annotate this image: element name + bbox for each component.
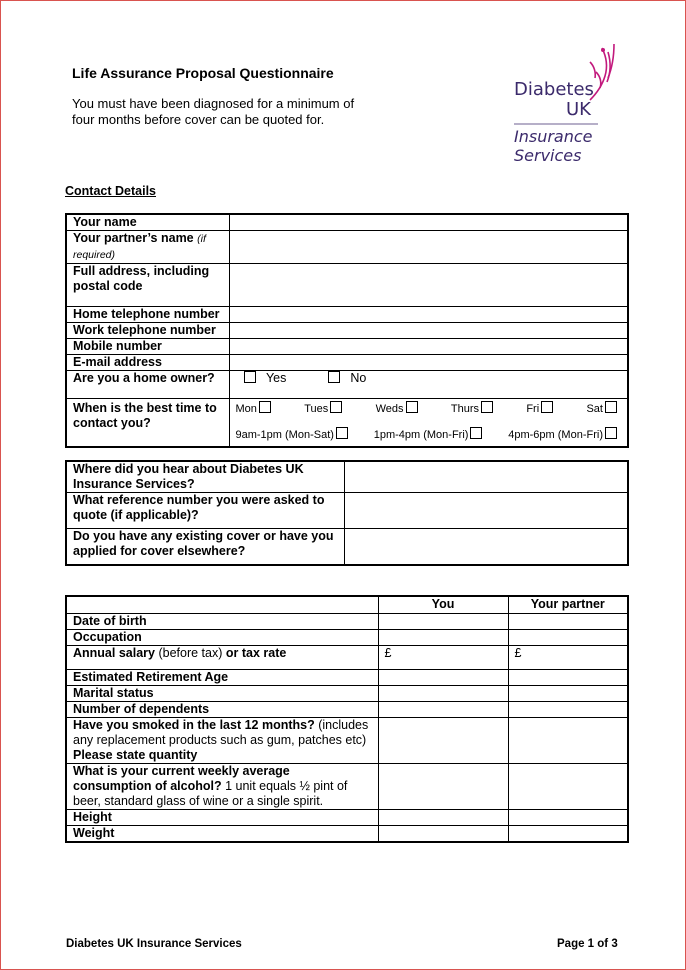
weight-label: Weight	[66, 825, 378, 842]
time-options	[236, 427, 622, 443]
alcohol-partner-field[interactable]	[508, 763, 628, 809]
table-row	[66, 264, 628, 307]
intro-line-1: You must have been diagnosed for a minimum of	[72, 96, 355, 111]
document-title: Life Assurance Proposal Questionnaire	[72, 65, 334, 81]
table-row	[66, 399, 628, 447]
home-owner-label: Are you a home owner?	[66, 371, 229, 399]
dependents-you-field[interactable]	[378, 701, 508, 717]
address-label: Full address, including postal code	[66, 264, 229, 307]
table-row	[66, 613, 628, 629]
evening-checkbox[interactable]	[605, 427, 617, 439]
no-label: No	[350, 371, 367, 385]
day-option-sat: Sat	[586, 401, 619, 417]
height-you-field[interactable]	[378, 809, 508, 825]
table-row	[66, 355, 628, 371]
existing-cover-field[interactable]	[344, 529, 628, 565]
table-row	[66, 529, 628, 565]
sat-checkbox[interactable]	[605, 401, 617, 413]
time-option-afternoon: 1pm-4pm (Mon-Fri)	[374, 427, 485, 443]
logo-brand: Diabetes	[514, 79, 594, 100]
hear-about-field[interactable]	[344, 461, 628, 493]
smoked-partner-field[interactable]	[508, 717, 628, 763]
existing-cover-label: Do you have any existing cover or have you applied for cover elsewhere?	[66, 529, 344, 565]
alcohol-you-field[interactable]	[378, 763, 508, 809]
table-row	[66, 307, 628, 323]
table-row	[66, 461, 628, 493]
time-option-evening: 4pm-6pm (Mon-Fri)	[508, 427, 619, 443]
table-row	[66, 214, 628, 231]
height-partner-field[interactable]	[508, 809, 628, 825]
weds-checkbox[interactable]	[406, 401, 418, 413]
hummingbird-logo-icon	[510, 42, 630, 172]
table-row	[66, 645, 628, 669]
table-row	[66, 596, 628, 613]
dob-label: Date of birth	[66, 613, 378, 629]
address-field[interactable]	[229, 264, 628, 307]
currency-symbol: £	[514, 645, 522, 660]
weight-you-field[interactable]	[378, 825, 508, 842]
yes-checkbox[interactable]	[244, 371, 256, 383]
retirement-label: Estimated Retirement Age	[66, 669, 378, 685]
work-telephone-label: Work telephone number	[66, 323, 229, 339]
table-row	[66, 809, 628, 825]
table-row	[66, 629, 628, 645]
table-row	[66, 717, 628, 763]
day-option-tues: Tues	[304, 401, 344, 417]
day-options	[236, 401, 622, 417]
logo-line2: Services	[514, 146, 582, 165]
salary-you-field[interactable]	[378, 645, 508, 669]
tues-checkbox[interactable]	[330, 401, 342, 413]
mobile-label: Mobile number	[66, 339, 229, 355]
table-row	[66, 231, 628, 264]
mon-checkbox[interactable]	[259, 401, 271, 413]
footer-company: Diabetes UK Insurance Services	[66, 938, 242, 950]
occupation-partner-field[interactable]	[508, 629, 628, 645]
dob-partner-field[interactable]	[508, 613, 628, 629]
dependents-label: Number of dependents	[66, 701, 378, 717]
smoked-you-field[interactable]	[378, 717, 508, 763]
marital-label: Marital status	[66, 685, 378, 701]
currency-symbol: £	[384, 645, 392, 660]
marital-partner-field[interactable]	[508, 685, 628, 701]
intro-line-2: four months before cover can be quoted for.	[72, 112, 325, 127]
partner-name-label: Your partner’s name (if required)	[66, 231, 229, 264]
email-label: E-mail address	[66, 355, 229, 371]
marital-you-field[interactable]	[378, 685, 508, 701]
intro-text	[72, 96, 402, 128]
time-option-morning: 9am-1pm (Mon-Sat)	[236, 427, 350, 443]
table-row	[66, 701, 628, 717]
contact-details-table	[65, 213, 629, 448]
best-time-label: When is the best time to contact you?	[66, 399, 229, 447]
dependents-partner-field[interactable]	[508, 701, 628, 717]
salary-partner-field[interactable]	[508, 645, 628, 669]
partner-name-field[interactable]	[229, 231, 628, 264]
table-row	[66, 323, 628, 339]
table-row	[66, 493, 628, 529]
day-option-mon: Mon	[236, 401, 273, 417]
email-field[interactable]	[229, 355, 628, 371]
mobile-field[interactable]	[229, 339, 628, 355]
day-option-weds: Weds	[376, 401, 420, 417]
dob-you-field[interactable]	[378, 613, 508, 629]
occupation-you-field[interactable]	[378, 629, 508, 645]
smoked-label: Have you smoked in the last 12 months? (includes any replacement products such as gum, patches etc) Please state quantity	[66, 717, 378, 763]
home-telephone-field[interactable]	[229, 307, 628, 323]
alcohol-label: What is your current weekly average consumption of alcohol? 1 unit equals ½ pint of beer, standard glass of wine or a single spirit.	[66, 763, 378, 809]
table-row	[66, 371, 628, 399]
reference-number-label: What reference number you were asked to quote (if applicable)?	[66, 493, 344, 529]
your-name-label: Your name	[66, 214, 229, 231]
day-option-fri: Fri	[526, 401, 555, 417]
salary-label: Annual salary (before tax) or tax rate	[66, 645, 378, 669]
contact-details-heading: Contact Details	[65, 184, 156, 198]
home-owner-options	[229, 371, 628, 399]
work-telephone-field[interactable]	[229, 323, 628, 339]
best-time-options	[229, 399, 628, 447]
your-name-field[interactable]	[229, 214, 628, 231]
table-row	[66, 763, 628, 809]
retirement-partner-field[interactable]	[508, 669, 628, 685]
no-checkbox[interactable]	[328, 371, 340, 383]
table-row	[66, 669, 628, 685]
table-row	[66, 339, 628, 355]
morning-checkbox[interactable]	[336, 427, 348, 439]
home-telephone-label: Home telephone number	[66, 307, 229, 323]
fri-checkbox[interactable]	[541, 401, 553, 413]
occupation-label: Occupation	[66, 629, 378, 645]
logo-brand2: UK	[566, 99, 591, 120]
height-label: Height	[66, 809, 378, 825]
yes-label: Yes	[265, 371, 287, 385]
referral-table	[65, 460, 629, 566]
column-you: You	[378, 596, 508, 613]
logo-line1: Insurance	[514, 127, 593, 146]
thurs-checkbox[interactable]	[481, 401, 493, 413]
reference-number-field[interactable]	[344, 493, 628, 529]
personal-details-table	[65, 595, 629, 843]
diabetes-uk-logo	[510, 42, 630, 172]
day-option-thurs: Thurs	[451, 401, 495, 417]
weight-partner-field[interactable]	[508, 825, 628, 842]
footer-page-number: Page 1 of 3	[557, 938, 618, 950]
hear-about-label: Where did you hear about Diabetes UK Insurance Services?	[66, 461, 344, 493]
retirement-you-field[interactable]	[378, 669, 508, 685]
column-partner: Your partner	[508, 596, 628, 613]
header-blank	[66, 596, 378, 613]
afternoon-checkbox[interactable]	[470, 427, 482, 439]
table-row	[66, 685, 628, 701]
table-row	[66, 825, 628, 842]
